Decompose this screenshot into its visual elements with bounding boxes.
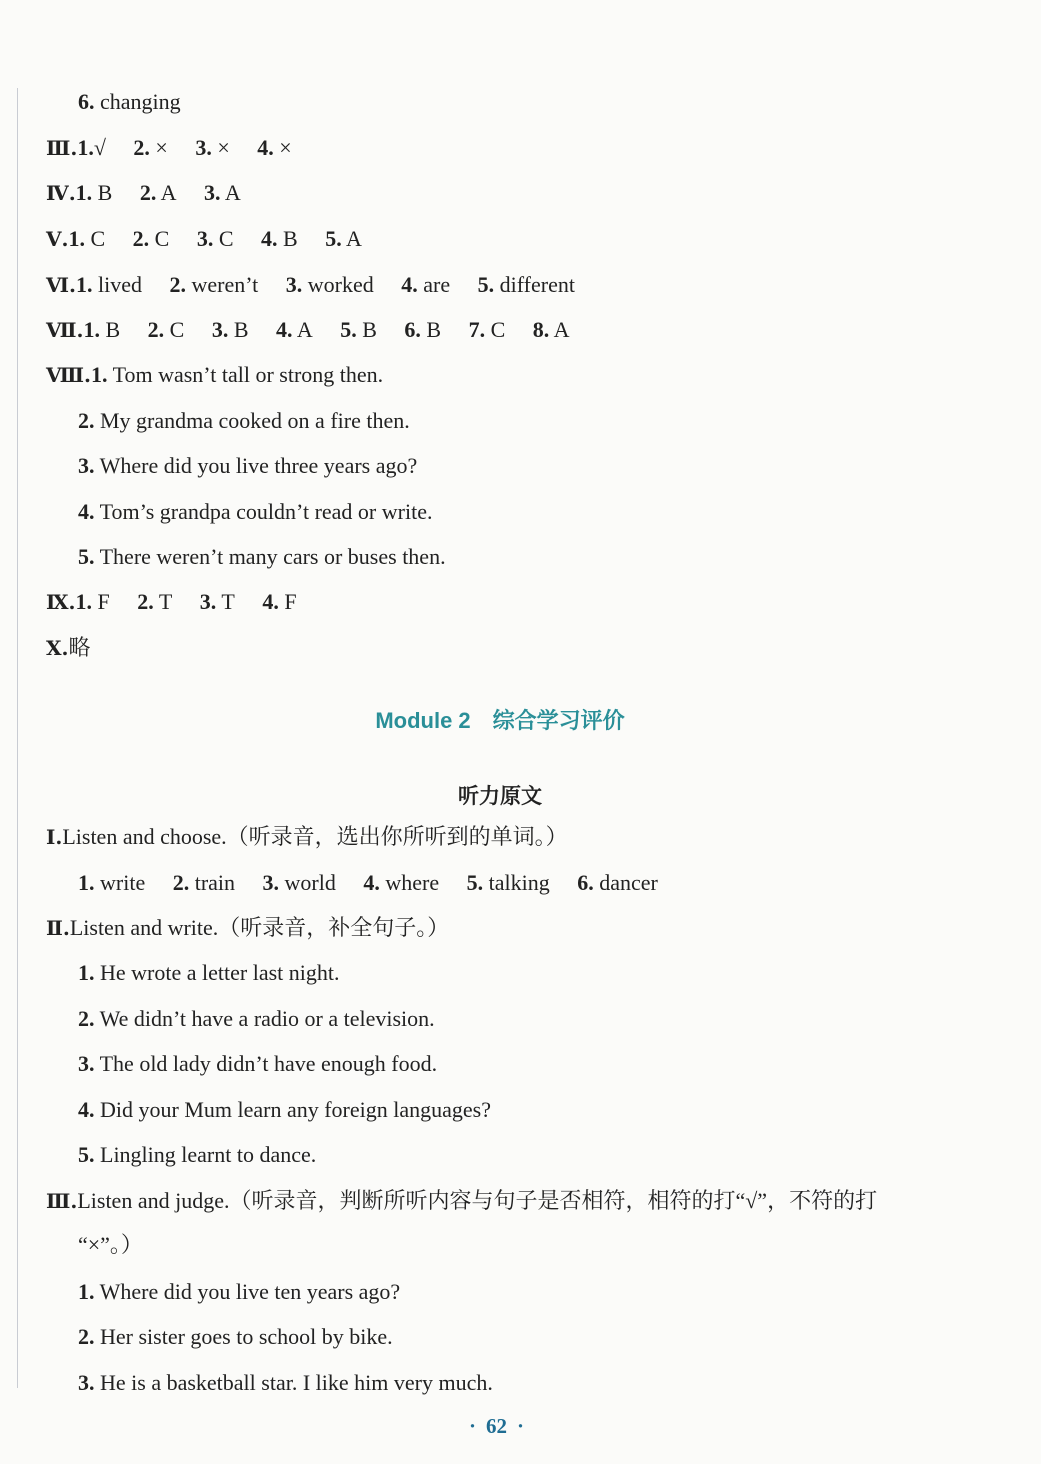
item-number: 4. <box>257 135 274 160</box>
listening-section-iii-instruction-cont: “×”。） <box>78 1232 143 1257</box>
item-number: 2. <box>133 135 150 160</box>
item-number: 2. <box>132 226 150 251</box>
answer-section-ix <box>46 587 297 617</box>
section-roman: Ⅹ. <box>46 636 69 660</box>
item-answer: weren’t <box>191 272 259 297</box>
sub-heading: 听力原文 <box>458 785 542 808</box>
item-answer: C <box>490 317 506 342</box>
item-sentence: There weren’t many cars or buses then. <box>99 544 446 569</box>
item-number: 1. <box>75 180 93 205</box>
item-answer: changing <box>100 89 181 114</box>
item-number: 5. <box>340 317 357 342</box>
item-sentence: The old lady didn’t have enough food. <box>99 1051 438 1076</box>
page-dot: · <box>517 1414 525 1438</box>
item-number: 3. <box>78 1051 95 1076</box>
item-answer: lived <box>97 272 142 297</box>
item-number: 1. <box>77 135 94 160</box>
answer-section-viii-2 <box>78 406 410 436</box>
page-dot: · <box>468 1414 476 1438</box>
item-number: 4. <box>401 272 418 297</box>
item-number: 4. <box>261 226 278 251</box>
item-number: 3. <box>199 589 217 614</box>
item-number: 6. <box>404 317 421 342</box>
section-roman: Ⅵ. <box>46 273 76 297</box>
item-number: 2. <box>139 180 157 205</box>
item-answer: C <box>154 226 170 251</box>
item-answer: A <box>296 317 313 342</box>
item-answer: T <box>158 589 173 614</box>
item-number: 1. <box>68 226 85 251</box>
item-number: 3. <box>78 453 95 478</box>
item-word: write <box>100 870 146 895</box>
item-sentence: Where did you live ten years ago? <box>99 1279 401 1304</box>
section-roman: Ⅳ. <box>46 181 76 205</box>
item-answer: T <box>221 589 235 614</box>
section-roman: Ⅶ. <box>46 318 84 342</box>
margin-line <box>17 88 18 1388</box>
item-number: 6. <box>78 89 95 114</box>
section-roman: Ⅰ. <box>46 825 63 849</box>
item-sentence: He is a basketball star. I like him very much. <box>100 1370 493 1395</box>
item-answer: B <box>283 226 298 251</box>
item-number: 1. <box>75 589 92 614</box>
listening-section-ii <box>46 913 449 943</box>
item-answer: are <box>423 272 451 297</box>
item-number: 5. <box>78 1142 95 1167</box>
section-roman: Ⅲ. <box>46 136 78 160</box>
section-roman: Ⅷ. <box>46 363 91 387</box>
answer-section-vii <box>46 315 569 345</box>
item-number: 4. <box>276 317 293 342</box>
section-instruction: Listen and judge.（听录音，判断所听内容与句子是否相符，相符的打“√”，不符的打 <box>77 1188 878 1213</box>
page-number <box>0 1414 993 1439</box>
item-number: 3. <box>78 1370 95 1395</box>
answer-section-x <box>46 633 91 663</box>
item-number: 4. <box>78 499 95 524</box>
item-answer: B <box>426 317 442 342</box>
answer-section-viii-3 <box>78 451 417 481</box>
item-number: 4. <box>363 870 380 895</box>
listening-section-ii-1 <box>78 958 339 988</box>
item-number: 2. <box>78 1324 95 1349</box>
item-number: 4. <box>78 1097 95 1122</box>
listening-section-iii-2 <box>78 1322 393 1352</box>
item-answer: C <box>169 317 185 342</box>
item-answer: worked <box>307 272 374 297</box>
item-number: 7. <box>468 317 486 342</box>
item-number: 3. <box>196 226 214 251</box>
item-answer: B <box>97 180 113 205</box>
item-answer: B <box>362 317 377 342</box>
item-answer: C <box>218 226 234 251</box>
item-number: 1. <box>78 1279 95 1304</box>
listening-section-iii-1 <box>78 1277 400 1307</box>
item-answer: A <box>160 180 177 205</box>
item-number: 1. <box>78 960 95 985</box>
item-number: 1. <box>75 272 93 297</box>
item-number: 5. <box>78 544 95 569</box>
item-number: 3. <box>211 317 229 342</box>
item-number: 2. <box>78 1006 95 1031</box>
item-number: 1. <box>83 317 100 342</box>
item-answer: A <box>224 180 241 205</box>
listening-section-iii <box>46 1186 877 1216</box>
item-number: 2. <box>137 589 154 614</box>
item-number: 8. <box>532 317 550 342</box>
listening-section-ii-5 <box>78 1140 316 1170</box>
item-sentence: Did your Mum learn any foreign languages? <box>100 1097 491 1122</box>
item-number: 5. <box>477 272 495 297</box>
module-label: Module 2 <box>375 708 471 733</box>
item-answer: B <box>105 317 121 342</box>
item-sentence: Lingling learnt to dance. <box>100 1142 317 1167</box>
answer-line-ii-6 <box>78 87 181 117</box>
item-number: 3. <box>195 135 212 160</box>
item-sentence: Her sister goes to school by bike. <box>100 1324 393 1349</box>
listening-section-ii-3 <box>78 1049 437 1079</box>
item-answer: C <box>90 226 106 251</box>
answer-section-viii-4 <box>78 497 432 527</box>
answer-section-viii-1 <box>46 360 383 390</box>
item-word: dancer <box>599 870 658 895</box>
item-answer: A <box>346 226 362 251</box>
item-sentence: He wrote a letter last night. <box>100 960 340 985</box>
item-answer: 略 <box>68 635 91 660</box>
item-number: 5. <box>466 870 484 895</box>
item-word: where <box>385 870 440 895</box>
listening-section-ii-4 <box>78 1095 491 1125</box>
listening-section-i-items <box>78 868 658 898</box>
item-sentence: Tom wasn’t tall or strong then. <box>112 362 384 387</box>
item-number: 3. <box>285 272 303 297</box>
item-number: 2. <box>172 870 190 895</box>
item-sentence: We didn’t have a radio or a television. <box>99 1006 435 1031</box>
answer-section-viii-5 <box>78 542 446 572</box>
item-answer: × <box>217 135 230 160</box>
item-word: train <box>194 870 236 895</box>
listening-section-i <box>46 822 568 852</box>
item-answer: × <box>155 135 168 160</box>
section-roman: Ⅸ. <box>46 590 76 614</box>
listening-section-iii-3 <box>78 1368 493 1398</box>
item-word: world <box>284 870 336 895</box>
section-roman: Ⅴ. <box>46 227 69 251</box>
listening-section-ii-2 <box>78 1004 435 1034</box>
item-number: 3. <box>204 180 221 205</box>
section-roman: Ⅱ. <box>46 916 70 940</box>
answer-section-iii <box>46 133 292 163</box>
item-answer: F <box>284 589 297 614</box>
item-answer: F <box>97 589 110 614</box>
item-number: 5. <box>325 226 342 251</box>
module-title: 综合学习评价 <box>492 708 625 733</box>
item-number: 1. <box>78 870 95 895</box>
answer-section-iv <box>46 178 241 208</box>
item-answer: A <box>553 317 570 342</box>
item-sentence: My grandma cooked on a fire then. <box>100 408 410 433</box>
item-number: 2. <box>169 272 186 297</box>
section-instruction: Listen and choose.（听录音，选出你所听到的单词。） <box>62 824 568 849</box>
item-answer: × <box>279 135 292 160</box>
item-sentence: Where did you live three years ago? <box>99 453 418 478</box>
item-number: 2. <box>147 317 165 342</box>
module-heading <box>0 704 1000 735</box>
item-sentence: Tom’s grandpa couldn’t read or write. <box>99 499 433 524</box>
section-instruction: Listen and write.（听录音，补全句子。） <box>69 915 450 940</box>
item-number: 1. <box>90 362 108 387</box>
item-number: 2. <box>78 408 95 433</box>
item-number: 4. <box>262 589 279 614</box>
page-number-value: 62 <box>486 1414 507 1438</box>
item-answer: B <box>233 317 249 342</box>
answer-section-vi <box>46 270 575 300</box>
item-word: talking <box>488 870 550 895</box>
item-number: 6. <box>577 870 594 895</box>
item-answer: different <box>499 272 575 297</box>
section-roman: Ⅲ. <box>46 1189 78 1213</box>
answer-section-v <box>46 224 362 254</box>
item-answer: √ <box>93 135 106 160</box>
item-number: 3. <box>262 870 280 895</box>
